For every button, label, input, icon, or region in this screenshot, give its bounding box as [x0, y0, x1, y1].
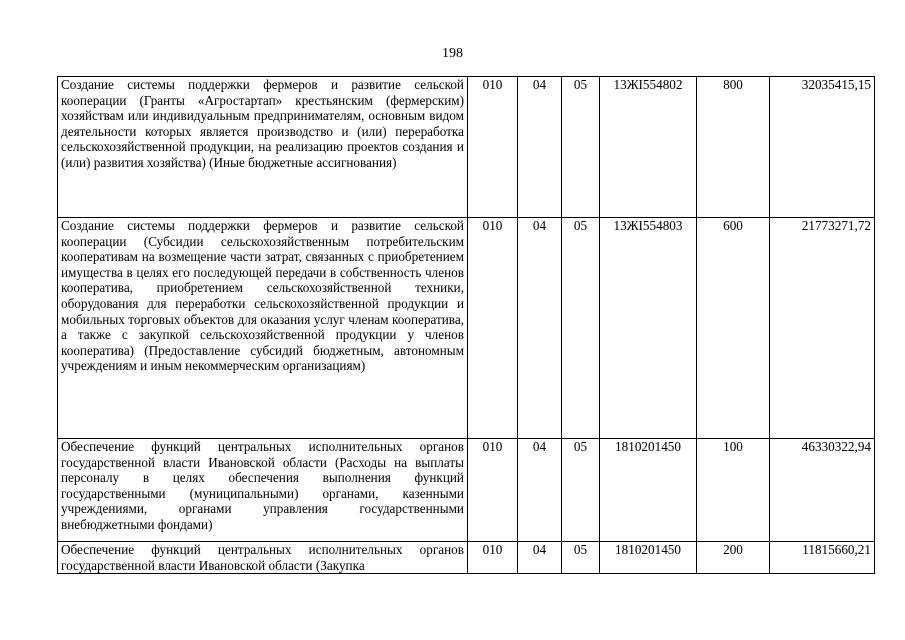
amount-value: 46330322,94 — [770, 439, 875, 542]
amount-value: 32035415,15 — [770, 77, 875, 218]
ministry-code: 010 — [468, 439, 518, 542]
target-article-code: 1810201450 — [600, 542, 697, 574]
row-description: Обеспечение функций центральных исполнительных органов государственной власти Ивановской области (Расходы на выплаты персоналу в целях обеспечения выполнения функций государственными (муниципальными) органами, казенными учреждениями, органами управления государственными внебюджетными фондами) — [58, 439, 468, 542]
row-description: Обеспечение функций центральных исполнительных органов государственной власти Ивановской области (Закупка — [58, 542, 468, 574]
subsection-code: 05 — [562, 218, 600, 439]
ministry-code: 010 — [468, 218, 518, 439]
subsection-code: 05 — [562, 77, 600, 218]
ministry-code: 010 — [468, 77, 518, 218]
expense-type-code: 100 — [697, 439, 770, 542]
amount-value: 21773271,72 — [770, 218, 875, 439]
target-article-code: 13ЖI554802 — [600, 77, 697, 218]
expense-type-code: 600 — [697, 218, 770, 439]
ministry-code: 010 — [468, 542, 518, 574]
subsection-code: 05 — [562, 439, 600, 542]
subsection-code: 05 — [562, 542, 600, 574]
page-number: 198 — [442, 46, 463, 61]
budget-table — [57, 76, 875, 574]
amount-value: 11815660,21 — [770, 542, 875, 574]
section-code: 04 — [518, 439, 562, 542]
expense-type-code: 800 — [697, 77, 770, 218]
row-description: Создание системы поддержки фермеров и развитие сельской кооперации (Субсидии сельскохозяйственным потребительским кооперативам на возмещение части затрат, связанных с приобретением имущества в целях его последующей передачи в собственность членов кооператива, приобретением сельскохозяйственной техники, оборудования для переработки сельскохозяйственной продукции и мобильных торговых объектов для оказания услуг членам кооператива, а также с закупкой сельскохозяйственной продукции у членов кооператива) (Предоставление субсидий бюджетным, автономным учреждениям и иным некоммерческим организациям) — [58, 218, 468, 439]
table-row — [58, 218, 875, 439]
section-code: 04 — [518, 218, 562, 439]
section-code: 04 — [518, 542, 562, 574]
table-row — [58, 439, 875, 542]
expense-type-code: 200 — [697, 542, 770, 574]
table-row — [58, 77, 875, 218]
section-code: 04 — [518, 77, 562, 218]
row-description: Создание системы поддержки фермеров и развитие сельской кооперации (Гранты «Агростартап» крестьянским (фермерским) хозяйствам или индивидуальным предпринимателям, основным видом деятельности которых является производство и (или) переработка сельскохозяйственной продукции, на реализацию проектов создания и (или) развития хозяйства) (Иные бюджетные ассигнования) — [58, 77, 468, 218]
target-article-code: 13ЖI554803 — [600, 218, 697, 439]
target-article-code: 1810201450 — [600, 439, 697, 542]
table-row — [58, 542, 875, 574]
